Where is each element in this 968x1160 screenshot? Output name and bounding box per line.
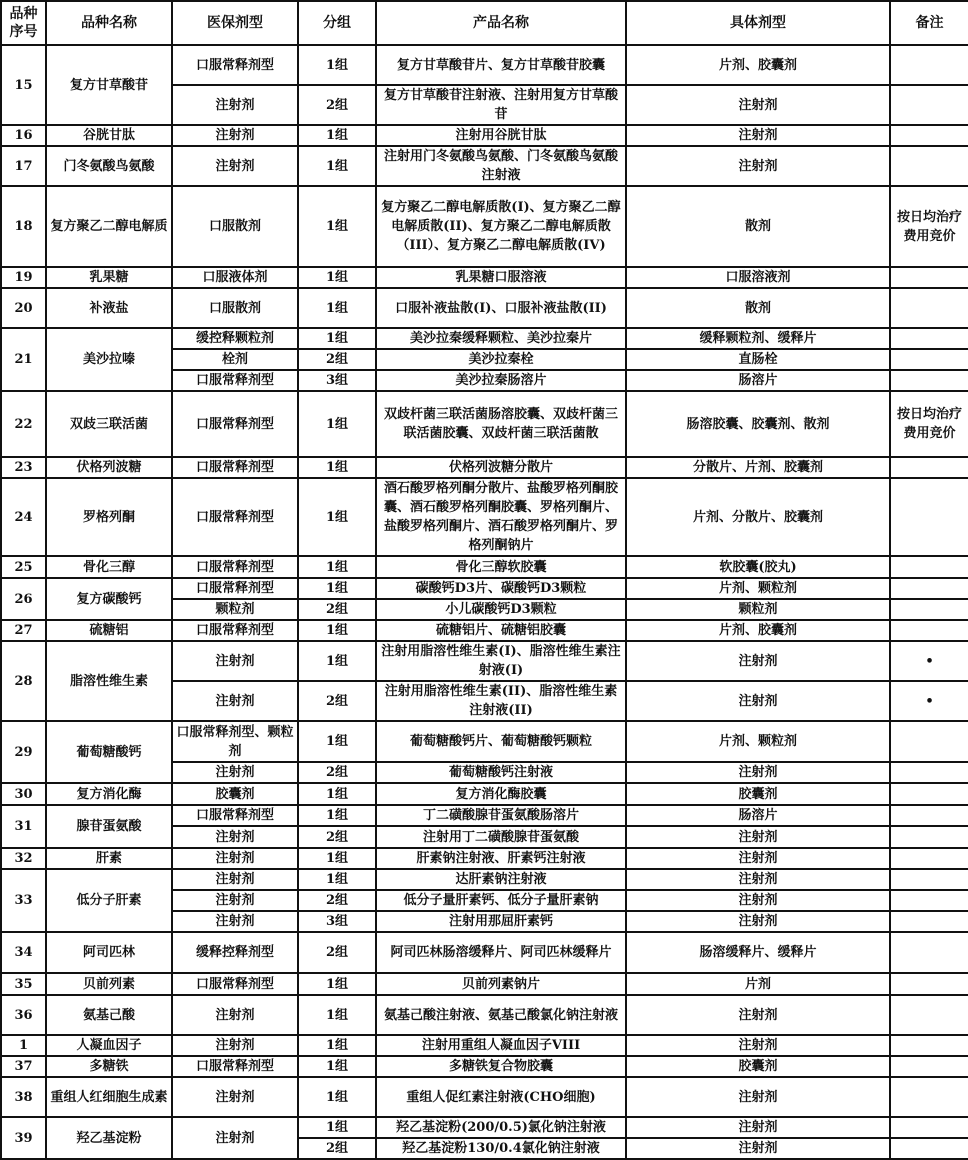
insurance-type-cell: 注射剂	[172, 890, 298, 911]
group-cell: 1组	[298, 1035, 376, 1056]
insurance-type-cell: 注射剂	[172, 85, 298, 125]
table-body	[1, 45, 968, 1159]
table-row	[1, 721, 968, 762]
product-name-cell: 小儿碳酸钙D3颗粒	[376, 599, 626, 620]
dosage-form-cell: 注射剂	[626, 890, 890, 911]
insurance-type-cell: 注射剂	[172, 1077, 298, 1117]
note-cell	[890, 478, 968, 556]
variety-name-cell: 氨基己酸	[46, 995, 172, 1035]
product-name-cell: 注射用脂溶性维生素(II)、脂溶性维生素注射液(II)	[376, 681, 626, 721]
variety-name-cell: 贝前列素	[46, 973, 172, 995]
seq-cell: 30	[1, 783, 46, 805]
note-cell: 按日均治疗费用竞价	[890, 391, 968, 457]
note-cell	[890, 783, 968, 805]
table-row	[1, 641, 968, 681]
product-name-cell: 双歧杆菌三联活菌肠溶胶囊、双歧杆菌三联活菌胶囊、双歧杆菌三联活菌散	[376, 391, 626, 457]
note-cell	[890, 1077, 968, 1117]
group-cell: 1组	[298, 783, 376, 805]
product-name-cell: 羟乙基淀粉130/0.4氯化钠注射液	[376, 1138, 626, 1159]
dosage-form-cell: 注射剂	[626, 826, 890, 848]
product-name-cell: 阿司匹林肠溶缓释片、阿司匹林缓释片	[376, 932, 626, 973]
table-row	[1, 125, 968, 146]
group-cell: 1组	[298, 45, 376, 85]
insurance-type-cell: 口服常释剂型、颗粒剂	[172, 721, 298, 762]
table-row	[1, 1117, 968, 1138]
dosage-form-cell: 注射剂	[626, 681, 890, 721]
header-form: 具体剂型	[626, 1, 890, 45]
insurance-type-cell: 缓释控释剂型	[172, 932, 298, 973]
note-cell	[890, 1035, 968, 1056]
note-cell	[890, 826, 968, 848]
group-cell: 2组	[298, 349, 376, 370]
group-cell: 1组	[298, 578, 376, 599]
insurance-type-cell: 口服常释剂型	[172, 805, 298, 826]
insurance-type-cell: 口服常释剂型	[172, 973, 298, 995]
variety-name-cell: 复方碳酸钙	[46, 578, 172, 620]
product-name-cell: 注射用谷胱甘肽	[376, 125, 626, 146]
note-cell	[890, 1138, 968, 1159]
group-cell: 2组	[298, 599, 376, 620]
note-cell	[890, 578, 968, 599]
header-group: 分组	[298, 1, 376, 45]
table-row	[1, 783, 968, 805]
product-name-cell: 注射用丁二磺酸腺苷蛋氨酸	[376, 826, 626, 848]
insurance-type-cell: 注射剂	[172, 911, 298, 932]
insurance-type-cell: 口服常释剂型	[172, 478, 298, 556]
note-cell	[890, 288, 968, 328]
group-cell: 1组	[298, 848, 376, 869]
dosage-form-cell: 胶囊剂	[626, 1056, 890, 1077]
group-cell: 1组	[298, 805, 376, 826]
dosage-form-cell: 注射剂	[626, 125, 890, 146]
note-cell	[890, 85, 968, 125]
table-row	[1, 478, 968, 556]
product-name-cell: 口服补液盐散(I)、口服补液盐散(II)	[376, 288, 626, 328]
dosage-form-cell: 片剂、颗粒剂	[626, 578, 890, 599]
dosage-form-cell: 注射剂	[626, 762, 890, 783]
dosage-form-cell: 散剂	[626, 288, 890, 328]
seq-cell: 17	[1, 146, 46, 186]
note-cell	[890, 1117, 968, 1138]
insurance-type-cell: 注射剂	[172, 762, 298, 783]
group-cell: 2组	[298, 1138, 376, 1159]
product-name-cell: 复方甘草酸苷注射液、注射用复方甘草酸苷	[376, 85, 626, 125]
seq-cell: 23	[1, 457, 46, 478]
insurance-type-cell: 口服常释剂型	[172, 370, 298, 391]
group-cell: 1组	[298, 869, 376, 890]
dosage-form-cell: 散剂	[626, 186, 890, 267]
variety-name-cell: 阿司匹林	[46, 932, 172, 973]
table-row	[1, 869, 968, 890]
variety-name-cell: 羟乙基淀粉	[46, 1117, 172, 1159]
header-insurance-type: 医保剂型	[172, 1, 298, 45]
header-note: 备注	[890, 1, 968, 45]
variety-name-cell: 低分子肝素	[46, 869, 172, 932]
product-name-cell: 多糖铁复合物胶囊	[376, 1056, 626, 1077]
table-row	[1, 328, 968, 349]
variety-name-cell: 脂溶性维生素	[46, 641, 172, 721]
group-cell: 2组	[298, 85, 376, 125]
dosage-form-cell: 肠溶缓释片、缓释片	[626, 932, 890, 973]
product-name-cell: 碳酸钙D3片、碳酸钙D3颗粒	[376, 578, 626, 599]
table-row	[1, 556, 968, 578]
product-name-cell: 复方聚乙二醇电解质散(I)、复方聚乙二醇电解质散(II)、复方聚乙二醇电解质散（III）、复方聚乙二醇电解质散(IV)	[376, 186, 626, 267]
header-product: 产品名称	[376, 1, 626, 45]
insurance-type-cell: 口服常释剂型	[172, 578, 298, 599]
variety-name-cell: 门冬氨酸鸟氨酸	[46, 146, 172, 186]
insurance-type-cell: 口服常释剂型	[172, 45, 298, 85]
seq-cell: 18	[1, 186, 46, 267]
group-cell: 1组	[298, 288, 376, 328]
note-cell: •	[890, 681, 968, 721]
dosage-form-cell: 注射剂	[626, 85, 890, 125]
table-row	[1, 45, 968, 85]
note-cell	[890, 869, 968, 890]
variety-name-cell: 多糖铁	[46, 1056, 172, 1077]
table-row	[1, 995, 968, 1035]
insurance-type-cell: 注射剂	[172, 1117, 298, 1159]
seq-cell: 24	[1, 478, 46, 556]
product-name-cell: 美沙拉秦栓	[376, 349, 626, 370]
group-cell: 2组	[298, 826, 376, 848]
seq-cell: 36	[1, 995, 46, 1035]
group-cell: 1组	[298, 620, 376, 641]
note-cell	[890, 848, 968, 869]
group-cell: 1组	[298, 125, 376, 146]
insurance-type-cell: 口服散剂	[172, 288, 298, 328]
group-cell: 1组	[298, 478, 376, 556]
dosage-form-cell: 肠溶胶囊、胶囊剂、散剂	[626, 391, 890, 457]
seq-cell: 15	[1, 45, 46, 125]
seq-cell: 28	[1, 641, 46, 721]
insurance-type-cell: 注射剂	[172, 869, 298, 890]
note-cell	[890, 370, 968, 391]
variety-name-cell: 复方消化酶	[46, 783, 172, 805]
group-cell: 3组	[298, 911, 376, 932]
table-row	[1, 1035, 968, 1056]
dosage-form-cell: 片剂	[626, 973, 890, 995]
dosage-form-cell: 片剂、颗粒剂	[626, 721, 890, 762]
note-cell	[890, 146, 968, 186]
dosage-form-cell: 注射剂	[626, 1117, 890, 1138]
variety-name-cell: 重组人红细胞生成素	[46, 1077, 172, 1117]
product-name-cell: 葡萄糖酸钙片、葡萄糖酸钙颗粒	[376, 721, 626, 762]
table-row	[1, 391, 968, 457]
table-row	[1, 457, 968, 478]
group-cell: 1组	[298, 973, 376, 995]
dosage-form-cell: 注射剂	[626, 911, 890, 932]
group-cell: 1组	[298, 556, 376, 578]
variety-name-cell: 复方甘草酸苷	[46, 45, 172, 125]
dosage-form-cell: 注射剂	[626, 146, 890, 186]
product-name-cell: 达肝素钠注射液	[376, 869, 626, 890]
product-name-cell: 美沙拉秦缓释颗粒、美沙拉秦片	[376, 328, 626, 349]
product-name-cell: 羟乙基淀粉(200/0.5)氯化钠注射液	[376, 1117, 626, 1138]
product-name-cell: 注射用那屈肝素钙	[376, 911, 626, 932]
dosage-form-cell: 肠溶片	[626, 805, 890, 826]
dosage-form-cell: 注射剂	[626, 1138, 890, 1159]
product-name-cell: 酒石酸罗格列酮分散片、盐酸罗格列酮胶囊、酒石酸罗格列酮胶囊、罗格列酮片、盐酸罗格列酮片、酒石酸罗格列酮片、罗格列酮钠片	[376, 478, 626, 556]
variety-name-cell: 罗格列酮	[46, 478, 172, 556]
seq-cell: 21	[1, 328, 46, 391]
seq-cell: 19	[1, 267, 46, 288]
note-cell	[890, 349, 968, 370]
variety-name-cell: 肝素	[46, 848, 172, 869]
seq-cell: 26	[1, 578, 46, 620]
group-cell: 1组	[298, 995, 376, 1035]
product-name-cell: 硫糖铝片、硫糖铝胶囊	[376, 620, 626, 641]
note-cell	[890, 328, 968, 349]
note-cell: •	[890, 641, 968, 681]
table-row	[1, 932, 968, 973]
group-cell: 1组	[298, 146, 376, 186]
group-cell: 3组	[298, 370, 376, 391]
table-row	[1, 186, 968, 267]
seq-cell: 38	[1, 1077, 46, 1117]
variety-name-cell: 复方聚乙二醇电解质	[46, 186, 172, 267]
seq-cell: 29	[1, 721, 46, 783]
seq-cell: 32	[1, 848, 46, 869]
insurance-type-cell: 注射剂	[172, 1035, 298, 1056]
product-name-cell: 低分子量肝素钙、低分子量肝素钠	[376, 890, 626, 911]
product-name-cell: 氨基己酸注射液、氨基己酸氯化钠注射液	[376, 995, 626, 1035]
note-cell	[890, 805, 968, 826]
dosage-form-cell: 注射剂	[626, 641, 890, 681]
product-name-cell: 注射用重组人凝血因子VIII	[376, 1035, 626, 1056]
insurance-type-cell: 口服常释剂型	[172, 391, 298, 457]
table-row	[1, 1056, 968, 1077]
dosage-form-cell: 片剂、分散片、胶囊剂	[626, 478, 890, 556]
variety-name-cell: 骨化三醇	[46, 556, 172, 578]
group-cell: 1组	[298, 641, 376, 681]
seq-cell: 37	[1, 1056, 46, 1077]
group-cell: 1组	[298, 457, 376, 478]
insurance-type-cell: 口服常释剂型	[172, 556, 298, 578]
seq-cell: 16	[1, 125, 46, 146]
dosage-form-cell: 片剂、胶囊剂	[626, 45, 890, 85]
dosage-form-cell: 肠溶片	[626, 370, 890, 391]
insurance-type-cell: 缓控释颗粒剂	[172, 328, 298, 349]
variety-name-cell: 腺苷蛋氨酸	[46, 805, 172, 848]
note-cell	[890, 267, 968, 288]
product-name-cell: 肝素钠注射液、肝素钙注射液	[376, 848, 626, 869]
insurance-type-cell: 口服液体剂	[172, 267, 298, 288]
insurance-type-cell: 口服常释剂型	[172, 620, 298, 641]
table-row	[1, 1077, 968, 1117]
insurance-type-cell: 口服常释剂型	[172, 457, 298, 478]
group-cell: 1组	[298, 721, 376, 762]
dosage-form-cell: 缓释颗粒剂、缓释片	[626, 328, 890, 349]
variety-name-cell: 硫糖铝	[46, 620, 172, 641]
variety-name-cell: 谷胱甘肽	[46, 125, 172, 146]
insurance-type-cell: 口服常释剂型	[172, 1056, 298, 1077]
dosage-form-cell: 口服溶液剂	[626, 267, 890, 288]
table-row	[1, 848, 968, 869]
variety-name-cell: 美沙拉嗪	[46, 328, 172, 391]
seq-cell: 22	[1, 391, 46, 457]
seq-cell: 20	[1, 288, 46, 328]
insurance-type-cell: 颗粒剂	[172, 599, 298, 620]
product-name-cell: 复方消化酶胶囊	[376, 783, 626, 805]
note-cell	[890, 995, 968, 1035]
table-row	[1, 805, 968, 826]
variety-name-cell: 人凝血因子	[46, 1035, 172, 1056]
note-cell	[890, 762, 968, 783]
group-cell: 1组	[298, 328, 376, 349]
group-cell: 2组	[298, 932, 376, 973]
product-name-cell: 乳果糖口服溶液	[376, 267, 626, 288]
note-cell	[890, 599, 968, 620]
dosage-form-cell: 注射剂	[626, 869, 890, 890]
note-cell	[890, 932, 968, 973]
group-cell: 1组	[298, 1056, 376, 1077]
header-row	[1, 1, 968, 45]
insurance-type-cell: 注射剂	[172, 146, 298, 186]
note-cell	[890, 890, 968, 911]
dosage-form-cell: 注射剂	[626, 1077, 890, 1117]
seq-cell: 1	[1, 1035, 46, 1056]
seq-cell: 34	[1, 932, 46, 973]
seq-cell: 33	[1, 869, 46, 932]
dosage-form-cell: 颗粒剂	[626, 599, 890, 620]
product-name-cell: 美沙拉秦肠溶片	[376, 370, 626, 391]
table-row	[1, 267, 968, 288]
header-seq: 品种序号	[1, 1, 46, 45]
variety-name-cell: 葡萄糖酸钙	[46, 721, 172, 783]
insurance-type-cell: 注射剂	[172, 681, 298, 721]
insurance-type-cell: 注射剂	[172, 125, 298, 146]
variety-name-cell: 双歧三联活菌	[46, 391, 172, 457]
note-cell	[890, 721, 968, 762]
note-cell	[890, 457, 968, 478]
group-cell: 1组	[298, 1117, 376, 1138]
group-cell: 2组	[298, 762, 376, 783]
table-row	[1, 620, 968, 641]
product-name-cell: 复方甘草酸苷片、复方甘草酸苷胶囊	[376, 45, 626, 85]
product-name-cell: 丁二磺酸腺苷蛋氨酸肠溶片	[376, 805, 626, 826]
note-cell	[890, 1056, 968, 1077]
group-cell: 1组	[298, 1077, 376, 1117]
dosage-form-cell: 分散片、片剂、胶囊剂	[626, 457, 890, 478]
dosage-form-cell: 直肠栓	[626, 349, 890, 370]
insurance-type-cell: 口服散剂	[172, 186, 298, 267]
product-name-cell: 葡萄糖酸钙注射液	[376, 762, 626, 783]
note-cell	[890, 556, 968, 578]
group-cell: 1组	[298, 186, 376, 267]
product-name-cell: 注射用门冬氨酸鸟氨酸、门冬氨酸鸟氨酸注射液	[376, 146, 626, 186]
seq-cell: 35	[1, 973, 46, 995]
header-name: 品种名称	[46, 1, 172, 45]
group-cell: 1组	[298, 391, 376, 457]
product-name-cell: 伏格列波糖分散片	[376, 457, 626, 478]
insurance-type-cell: 胶囊剂	[172, 783, 298, 805]
table-row	[1, 146, 968, 186]
dosage-form-cell: 胶囊剂	[626, 783, 890, 805]
insurance-type-cell: 注射剂	[172, 826, 298, 848]
seq-cell: 31	[1, 805, 46, 848]
variety-name-cell: 伏格列波糖	[46, 457, 172, 478]
dosage-form-cell: 片剂、胶囊剂	[626, 620, 890, 641]
variety-name-cell: 补液盐	[46, 288, 172, 328]
seq-cell: 25	[1, 556, 46, 578]
product-name-cell: 贝前列素钠片	[376, 973, 626, 995]
note-cell	[890, 973, 968, 995]
dosage-form-cell: 软胶囊(胶丸)	[626, 556, 890, 578]
group-cell: 2组	[298, 681, 376, 721]
product-name-cell: 注射用脂溶性维生素(I)、脂溶性维生素注射液(I)	[376, 641, 626, 681]
table-row	[1, 578, 968, 599]
table-row	[1, 288, 968, 328]
dosage-form-cell: 注射剂	[626, 995, 890, 1035]
dosage-form-cell: 注射剂	[626, 1035, 890, 1056]
note-cell	[890, 620, 968, 641]
group-cell: 2组	[298, 890, 376, 911]
insurance-type-cell: 栓剂	[172, 349, 298, 370]
variety-name-cell: 乳果糖	[46, 267, 172, 288]
insurance-type-cell: 注射剂	[172, 641, 298, 681]
note-cell	[890, 911, 968, 932]
table-row	[1, 973, 968, 995]
note-cell	[890, 125, 968, 146]
note-cell	[890, 45, 968, 85]
insurance-type-cell: 注射剂	[172, 995, 298, 1035]
group-cell: 1组	[298, 267, 376, 288]
product-name-cell: 骨化三醇软胶囊	[376, 556, 626, 578]
dosage-form-cell: 注射剂	[626, 848, 890, 869]
seq-cell: 27	[1, 620, 46, 641]
insurance-type-cell: 注射剂	[172, 848, 298, 869]
seq-cell: 39	[1, 1117, 46, 1159]
note-cell: 按日均治疗费用竞价	[890, 186, 968, 267]
product-name-cell: 重组人促红素注射液(CHO细胞)	[376, 1077, 626, 1117]
